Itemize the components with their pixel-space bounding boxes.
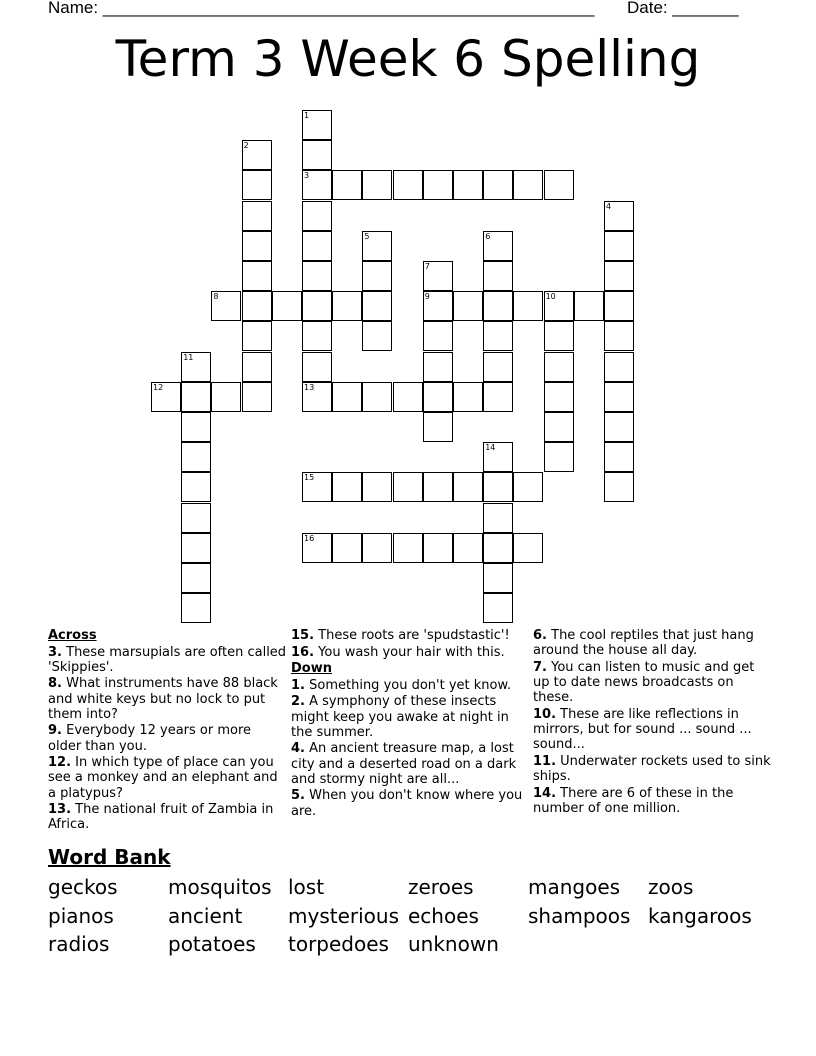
word-bank-item: radios: [48, 932, 110, 956]
crossword-cell[interactable]: [242, 170, 272, 200]
crossword-cell[interactable]: [332, 472, 362, 502]
crossword-cell[interactable]: [483, 563, 513, 593]
crossword-cell[interactable]: [544, 382, 574, 412]
crossword-cell[interactable]: [332, 533, 362, 563]
crossword-cell[interactable]: [483, 170, 513, 200]
crossword-cell[interactable]: [604, 472, 634, 502]
down-heading: Down: [291, 661, 332, 677]
word-bank-item: mysterious: [288, 903, 399, 928]
clue-down-5: 5. When you don't know where you are.: [291, 788, 523, 819]
clues-column-3: [533, 628, 773, 817]
crossword-cell[interactable]: [513, 291, 543, 321]
clue-down-10: 10. These are like reflections in mirrors, but for sound ... sound ... sound...: [533, 706, 752, 753]
crossword-cell[interactable]: [604, 382, 634, 412]
crossword-cell[interactable]: [483, 382, 513, 412]
clue-across-8: 8. What instruments have 88 black and white keys but no lock to put them into?: [48, 676, 278, 722]
crossword-cell[interactable]: [544, 170, 574, 200]
crossword-cell[interactable]: [151, 382, 181, 412]
clue-across-3: 3. These marsupials are often called 'Skippies'.: [48, 644, 287, 675]
crossword-cell[interactable]: [483, 593, 513, 623]
clue-across-15: 15. These roots are 'spudstastic'!: [291, 628, 510, 643]
clue-down-2: 2. A symphony of these insects might keep you awake at night in the summer.: [291, 694, 509, 740]
crossword-cell[interactable]: [513, 472, 543, 502]
clues-column-1: [48, 628, 288, 834]
clue-number: 4: [606, 201, 612, 211]
clue-number: 2: [243, 141, 249, 151]
crossword-cell[interactable]: [393, 170, 423, 200]
word-bank-item: mosquitos: [168, 875, 272, 899]
crossword-cell[interactable]: [483, 321, 513, 351]
crossword-cell[interactable]: [302, 352, 332, 382]
crossword-cell[interactable]: [423, 382, 453, 412]
crossword-cell[interactable]: [362, 170, 392, 200]
clue-across-12: 12. In which type of place can you see a monkey and an elephant and a platypus?: [48, 755, 278, 801]
crossword-cell[interactable]: [544, 442, 574, 472]
crossword-cell[interactable]: [574, 291, 604, 321]
crossword-cell[interactable]: [362, 533, 392, 563]
crossword-cell[interactable]: [362, 382, 392, 412]
crossword-cell[interactable]: [604, 412, 634, 442]
word-bank-item: ancient: [168, 903, 243, 928]
crossword-cell[interactable]: [332, 382, 362, 412]
clue-number: 14: [485, 443, 496, 453]
clue-number: 6: [485, 231, 491, 241]
word-bank-item: echoes: [408, 903, 479, 928]
crossword-cell[interactable]: [242, 321, 272, 351]
word-bank-item: mangoes: [528, 875, 621, 899]
crossword-cell[interactable]: [242, 201, 272, 231]
clue-number: 1: [304, 111, 310, 120]
clue-down-7: 7. You can listen to music and get up to date news broadcasts on these.: [533, 659, 755, 706]
crossword-cell[interactable]: [453, 382, 483, 412]
crossword-cell[interactable]: [513, 533, 543, 563]
word-bank-title: Word Bank: [48, 845, 171, 869]
crossword-cell[interactable]: [362, 231, 392, 261]
clue-number: 8: [213, 292, 219, 302]
word-bank-item: lost: [288, 875, 325, 899]
word-bank: [48, 873, 768, 959]
crossword-cell[interactable]: [423, 170, 453, 200]
crossword-cell[interactable]: [242, 382, 272, 412]
crossword-cell[interactable]: [604, 261, 634, 291]
crossword-cell[interactable]: [604, 201, 634, 231]
crossword-cell[interactable]: [362, 291, 392, 321]
crossword-cell[interactable]: [302, 170, 332, 200]
word-bank-item: zoos: [648, 875, 694, 899]
crossword-cell[interactable]: [302, 291, 332, 321]
crossword-cell[interactable]: [302, 140, 332, 170]
clue-number: 12: [153, 382, 164, 392]
clue-across-13: 13. The national fruit of Zambia in Africa.: [48, 802, 274, 833]
crossword-cell[interactable]: [483, 261, 513, 291]
clue-down-1: 1. Something you don't yet know.: [291, 677, 512, 693]
crossword-cell[interactable]: [423, 321, 453, 351]
page-title: Term 3 Week 6 Spelling: [115, 30, 701, 88]
crossword-cell[interactable]: [181, 563, 211, 593]
crossword-cell[interactable]: [181, 472, 211, 502]
word-bank-item: zeroes: [408, 875, 474, 899]
crossword-cell[interactable]: [423, 472, 453, 502]
crossword-cell[interactable]: [453, 533, 483, 563]
word-bank-item: unknown: [408, 932, 499, 956]
name-field-label: Name: ____________________________________________________: [48, 0, 595, 17]
crossword-cell[interactable]: [423, 261, 453, 291]
crossword-cell[interactable]: [302, 382, 332, 412]
crossword-cell[interactable]: [181, 593, 211, 623]
crossword-cell[interactable]: [332, 291, 362, 321]
word-bank-item: geckos: [48, 875, 118, 899]
clue-number: 7: [424, 262, 430, 271]
crossword-cell[interactable]: [544, 321, 574, 351]
crossword-cell[interactable]: [423, 352, 453, 382]
crossword-cell[interactable]: [544, 291, 574, 321]
crossword-cell[interactable]: [604, 321, 634, 351]
clue-number: 3: [304, 171, 310, 181]
crossword-cell[interactable]: [483, 231, 513, 261]
date-field-label: Date: _______: [627, 0, 739, 17]
crossword-cell[interactable]: [483, 291, 513, 321]
crossword-cell[interactable]: [181, 412, 211, 442]
word-bank-item: shampoos: [528, 903, 631, 928]
across-heading: Across: [48, 628, 97, 643]
crossword-cell[interactable]: [242, 352, 272, 382]
clue-down-11: 11. Underwater rockets used to sink ships.: [533, 753, 771, 784]
crossword-cell[interactable]: [181, 352, 211, 382]
crossword-cell[interactable]: [483, 352, 513, 382]
crossword-cell[interactable]: [513, 170, 543, 200]
clue-number: 13: [304, 382, 315, 392]
word-bank-item: kangaroos: [648, 903, 752, 928]
crossword-cell[interactable]: [242, 140, 272, 170]
crossword-cell[interactable]: [483, 533, 513, 563]
clues-column-2: [291, 628, 523, 820]
crossword-cell[interactable]: [393, 533, 423, 563]
clue-number: 5: [364, 231, 370, 241]
crossword-cell[interactable]: [302, 472, 332, 502]
clue-down-14: 14. There are 6 of these in the number of one million.: [533, 785, 734, 816]
crossword-cell[interactable]: [604, 291, 634, 321]
clue-number: 10: [545, 292, 556, 302]
crossword-cell[interactable]: [302, 231, 332, 261]
crossword-cell[interactable]: [302, 110, 332, 140]
clue-down-4: 4. An ancient treasure map, a lost city and a deserted road on a dark and stormy night are all...: [291, 741, 517, 787]
crossword-cell[interactable]: [604, 442, 634, 472]
crossword-cell[interactable]: [211, 382, 241, 412]
crossword-cell[interactable]: [181, 503, 211, 533]
clue-number: 9: [424, 292, 430, 302]
crossword-cell[interactable]: [453, 472, 483, 502]
crossword-cell[interactable]: [302, 201, 332, 231]
crossword-cell[interactable]: [242, 231, 272, 261]
crossword-cell[interactable]: [272, 291, 302, 321]
crossword-cell[interactable]: [483, 472, 513, 502]
crossword-cell[interactable]: [483, 442, 513, 472]
crossword-cell[interactable]: [423, 533, 453, 563]
clue-down-6: 6. The cool reptiles that just hang around the house all day.: [533, 628, 754, 659]
crossword-cell[interactable]: [181, 533, 211, 563]
word-bank-item: potatoes: [168, 932, 256, 956]
crossword-cell[interactable]: [332, 170, 362, 200]
clue-across-9: 9. Everybody 12 years or more older than you.: [48, 723, 252, 754]
clue-number: 11: [183, 352, 194, 362]
crossword-cell[interactable]: [544, 352, 574, 382]
crossword-cell[interactable]: [604, 352, 634, 382]
crossword-cell[interactable]: [181, 382, 211, 412]
crossword-cell[interactable]: [604, 231, 634, 261]
crossword-cell[interactable]: [483, 503, 513, 533]
crossword-cell[interactable]: [211, 291, 241, 321]
crossword-cell[interactable]: [423, 291, 453, 321]
crossword-cell[interactable]: [453, 291, 483, 321]
clue-across-16: 16. You wash your hair with this.: [291, 644, 505, 660]
crossword-cell[interactable]: [302, 261, 332, 291]
crossword-cell[interactable]: [302, 321, 332, 351]
clue-number: 15: [304, 473, 315, 483]
crossword-cell[interactable]: [362, 321, 392, 351]
crossword-cell[interactable]: [181, 442, 211, 472]
crossword-cell[interactable]: [242, 291, 272, 321]
crossword-cell[interactable]: [544, 412, 574, 442]
word-bank-item: pianos: [48, 903, 114, 928]
crossword-cell[interactable]: [423, 412, 453, 442]
crossword-cell[interactable]: [453, 170, 483, 200]
word-bank-item: torpedoes: [288, 932, 389, 956]
crossword-cell[interactable]: [362, 472, 392, 502]
crossword-cell[interactable]: [393, 382, 423, 412]
crossword-cell[interactable]: [242, 261, 272, 291]
crossword-cell[interactable]: [302, 533, 332, 563]
crossword-cell[interactable]: [393, 472, 423, 502]
crossword-cell[interactable]: [362, 261, 392, 291]
clue-number: 16: [304, 533, 315, 543]
